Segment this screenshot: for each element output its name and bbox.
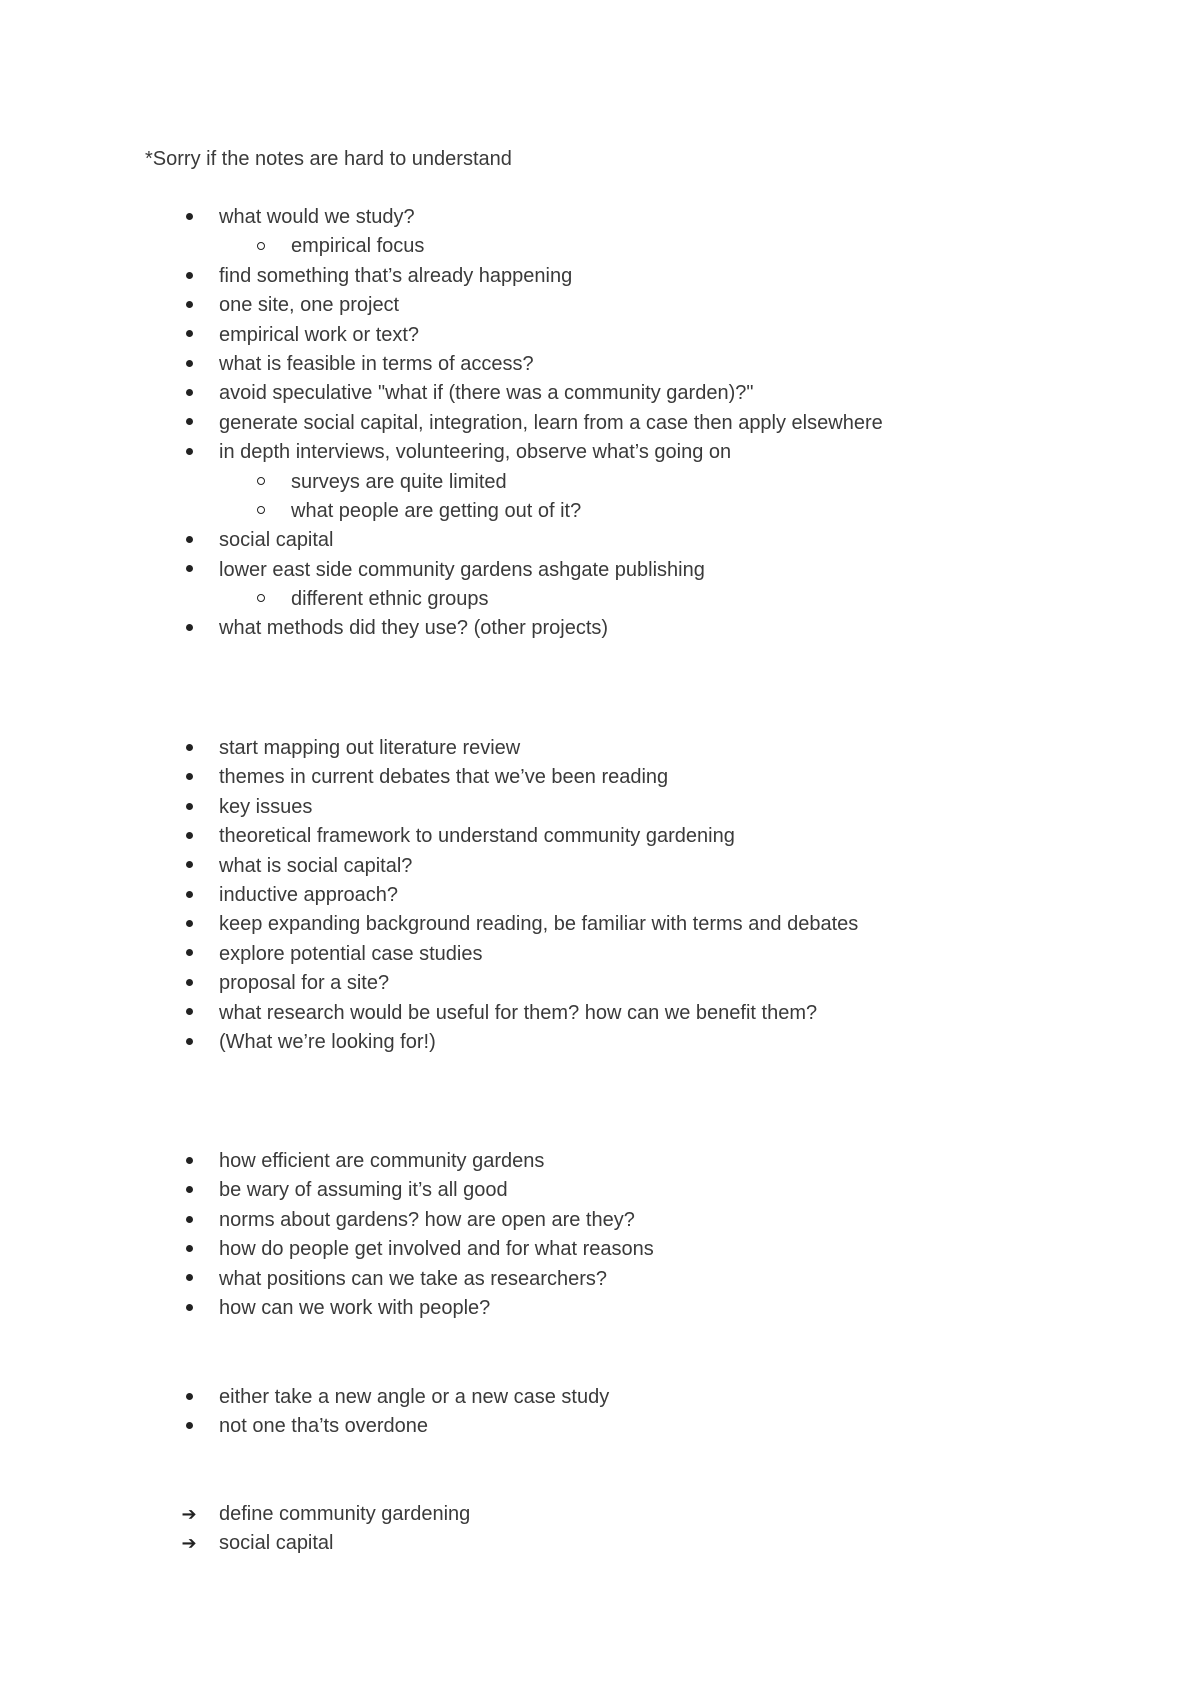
bullet-icon [179,1147,199,1176]
list-item-text: what positions can we take as researchers? [219,1267,607,1290]
bullet-icon [179,291,199,320]
bullet-icon [179,1176,199,1205]
list-item-text: norms about gardens? how are open are they? [219,1208,635,1231]
list-item-text: keep expanding background reading, be familiar with terms and debates [219,913,859,936]
list-item-text: key issues [219,795,313,818]
bullet-icon [179,262,199,291]
list-item-text: social capital [219,1532,334,1555]
bullet-icon [179,203,199,232]
list-item-text: how can we work with people? [219,1296,491,1319]
bullet-icon [179,438,199,467]
bullet-icon [179,852,199,881]
list-item-text: different ethnic groups [291,588,489,611]
list-item-text: what is social capital? [219,854,413,877]
list-item-text: lower east side community gardens ashgate publishing [219,558,705,581]
list-item-text: themes in current debates that we’ve been reading [219,766,669,789]
bullet-icon [179,614,199,643]
list-item-text: generate social capital, integration, learn from a case then apply elsewhere [219,411,883,434]
list-item-text: in depth interviews, volunteering, observe what’s going on [219,441,732,464]
bullet-icon [179,1265,199,1294]
hollow-bullet-icon [251,585,271,614]
list-item-text: either take a new angle or a new case study [219,1386,610,1408]
list-item-text: inductive approach? [219,883,399,906]
list-item-text: proposal for a site? [219,972,390,995]
bullet-icon [179,1206,199,1235]
list-item-text: how efficient are community gardens [219,1150,545,1172]
bullet-icon [179,763,199,792]
bullet-icon [179,1412,199,1441]
list-item-text: one site, one project [219,294,400,317]
bullet-icon [179,734,199,763]
bullet-icon [179,881,199,910]
list-item-text: be wary of assuming it’s all good [219,1179,508,1202]
arrow-bullet-icon: ➔ [181,1533,197,1555]
list-item-text: find something that’s already happening [219,264,573,287]
bullet-icon [179,1383,199,1412]
list-item-text: avoid speculative "what if (there was a community garden)?" [219,382,754,405]
bullet-icon [179,379,199,408]
bullet-icon [179,1294,199,1323]
bullet-icon [179,910,199,939]
list-item-text: theoretical framework to understand community gardening [219,825,735,848]
list-item-text: start mapping out literature review [219,737,521,759]
list-item-text: surveys are quite limited [291,470,507,493]
bullet-icon [179,556,199,585]
bullet-icon [179,350,199,379]
list-item-text: not one tha’ts overdone [219,1415,429,1438]
bullet-icon [179,321,199,350]
bullet-icon [179,1235,199,1264]
bullet-icon [179,822,199,851]
list-item-text: explore potential case studies [219,942,483,965]
list-item-text: empirical focus [291,235,425,258]
list-item-text: empirical work or text? [219,323,420,346]
list-item-text: define community gardening [219,1503,471,1525]
hollow-bullet-icon [251,232,271,261]
intro-note: *Sorry if the notes are hard to understand [145,148,512,170]
list-item-text: social capital [219,529,334,552]
bullet-icon [179,409,199,438]
bullet-icon [179,999,199,1028]
arrow-bullet-icon: ➔ [181,1504,197,1525]
list-item-text: how do people get involved and for what reasons [219,1238,654,1261]
hollow-bullet-icon [251,468,271,497]
bullet-icon [179,969,199,998]
bullet-icon [179,793,199,822]
list-item-text: what would we study? [219,206,415,228]
bullet-icon [179,1028,199,1057]
hollow-bullet-icon [251,497,271,526]
bullet-icon [179,526,199,555]
bullet-icon [179,940,199,969]
list-item-text: what is feasible in terms of access? [219,352,534,375]
list-item-text: what research would be useful for them? how can we benefit them? [219,1001,818,1024]
list-item-text: what people are getting out of it? [291,499,582,522]
list-item-text: (What we’re looking for!) [219,1030,436,1053]
list-item-text: what methods did they use? (other projects) [219,617,609,640]
